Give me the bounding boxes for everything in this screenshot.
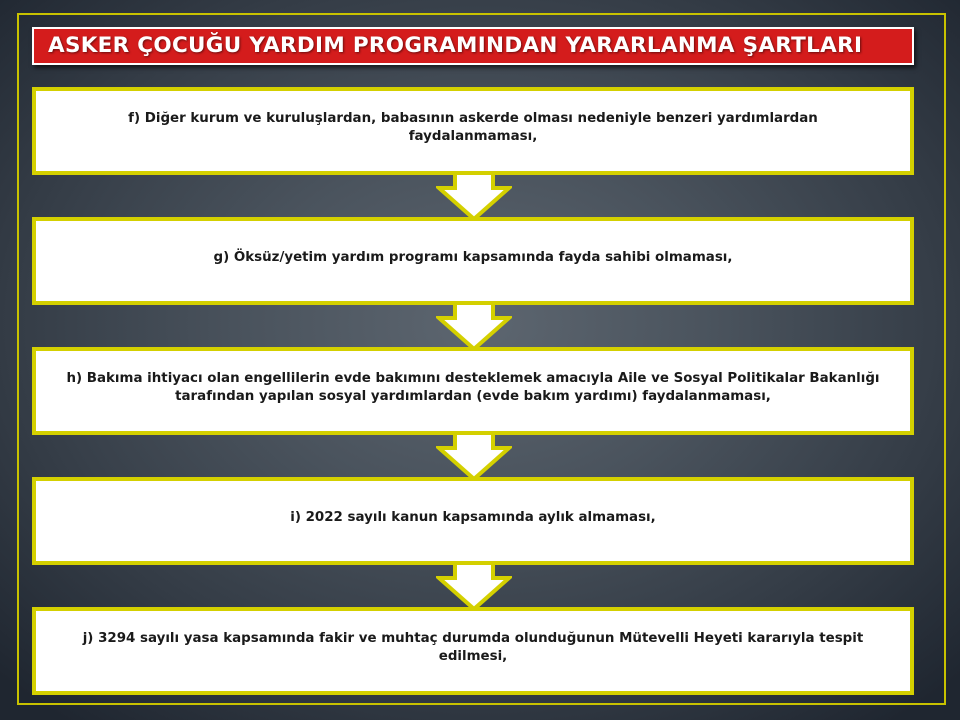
step-box-g: [32, 217, 914, 305]
step-box-f: [32, 87, 914, 175]
step-box-i: [32, 477, 914, 565]
step-box-j: [32, 607, 914, 695]
slide-title: ASKER ÇOCUĞU YARDIM PROGRAMINDAN YARARLANMA ŞARTLARI: [48, 33, 863, 58]
down-arrow-icon: [436, 170, 512, 222]
title-banner: [32, 27, 914, 65]
down-arrow-icon: [436, 430, 512, 482]
step-text-j: j) 3294 sayılı yasa kapsamında fakir ve muhtaç durumda olunduğunun Mütevelli Heyeti kararıyla tespit edilmesi,: [82, 631, 864, 664]
step-text-g: g) Öksüz/yetim yardım programı kapsamında fayda sahibi olmaması,: [213, 250, 733, 265]
down-arrow-icon: [436, 300, 512, 352]
down-arrow-icon: [436, 560, 512, 612]
step-box-h: [32, 347, 914, 435]
step-text-f: f) Diğer kurum ve kuruluşlardan, babasının askerde olması nedeniyle benzeri yardımlardan faydalanmaması,: [128, 111, 818, 144]
step-text-i: i) 2022 sayılı kanun kapsamında aylık almaması,: [290, 510, 656, 525]
step-text-h: h) Bakıma ihtiyacı olan engellilerin evde bakımını desteklemek amacıyla Aile ve Sosyal Politikalar Bakanlığı tarafından yapılan sosyal yardımlardan (evde bakım yardımı) faydalanmaması,: [66, 371, 880, 404]
